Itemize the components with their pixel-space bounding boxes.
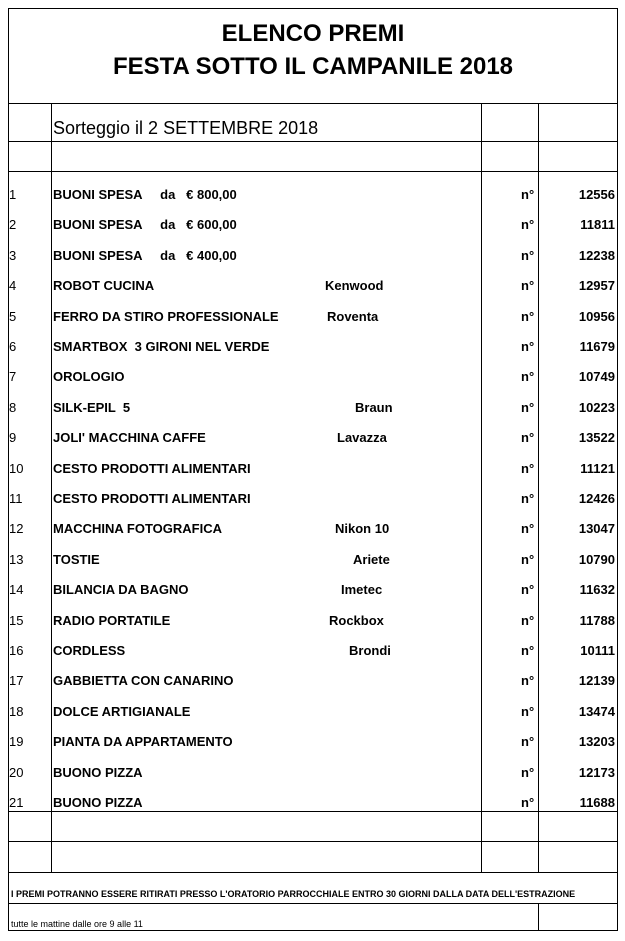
number-label: n°	[521, 339, 535, 354]
prize-row	[9, 363, 619, 393]
prize-brand: Kenwood	[325, 278, 384, 294]
number-label: n°	[521, 795, 535, 810]
number-label: n°	[521, 187, 535, 202]
prize-description: GABBIETTA CON CANARINO	[53, 673, 234, 689]
prize-description: BUONO PIZZA	[53, 764, 143, 780]
winning-ticket: 11632	[579, 582, 615, 598]
grid-line	[538, 903, 539, 931]
prize-description: PIANTA DA APPARTAMENTO	[53, 734, 233, 750]
prize-row	[9, 303, 619, 333]
winning-ticket: 12173	[578, 764, 615, 780]
prize-row	[9, 515, 619, 545]
number-label: n°	[521, 430, 535, 446]
prize-number: 1	[9, 187, 17, 202]
prize-brand: Lavazza	[337, 430, 387, 446]
winning-ticket: 12238	[578, 247, 615, 263]
prize-description: SILK-EPIL 5	[53, 399, 131, 415]
prize-number: 19	[9, 734, 24, 750]
prize-description: ROBOT CUCINA	[53, 278, 155, 294]
prize-brand: Brondi	[349, 643, 391, 658]
prize-number: 7	[9, 369, 17, 385]
prize-row	[9, 698, 619, 728]
prize-row	[9, 576, 619, 606]
draw-date: Sorteggio il 2 SETTEMBRE 2018	[53, 118, 319, 138]
winning-ticket: 10111	[580, 643, 615, 658]
prize-number: 5	[9, 308, 17, 324]
prize-description: RADIO PORTATILE	[53, 612, 171, 628]
number-label: n°	[521, 612, 535, 628]
number-label: n°	[521, 460, 535, 476]
winning-ticket: 11121	[580, 460, 615, 476]
winning-ticket: 12139	[578, 673, 615, 689]
prize-row	[9, 455, 619, 485]
winning-ticket: 12957	[578, 278, 615, 294]
winning-ticket: 13203	[578, 734, 615, 750]
collection-hours: tutte le mattine dalle ore 9 alle 11	[11, 919, 143, 929]
prize-description: MACCHINA FOTOGRAFICA	[53, 521, 222, 537]
prize-description: DOLCE ARTIGIANALE	[53, 703, 191, 719]
prize-brand: Rockbox	[329, 612, 384, 628]
prize-description: BILANCIA DA BAGNO	[53, 582, 189, 598]
prize-row	[9, 789, 619, 819]
prize-brand: Ariete	[353, 551, 390, 567]
number-label: n°	[521, 703, 535, 719]
winning-ticket: 12426	[578, 491, 615, 506]
prize-description: CORDLESS	[53, 643, 126, 658]
number-label: n°	[521, 308, 535, 324]
title-line-2: FESTA SOTTO IL CAMPANILE 2018	[112, 53, 514, 80]
number-label: n°	[521, 582, 535, 598]
prize-number: 2	[9, 217, 17, 233]
grid-line	[9, 171, 617, 172]
prize-row	[9, 607, 619, 637]
prize-description: FERRO DA STIRO PROFESSIONALE	[53, 308, 279, 324]
number-label: n°	[521, 551, 535, 567]
prize-row	[9, 272, 619, 302]
prize-row	[9, 728, 619, 758]
prize-number: 17	[9, 673, 24, 689]
prize-row	[9, 394, 619, 424]
prize-number: 14	[9, 582, 24, 598]
grid-line	[9, 141, 617, 142]
prize-number: 21	[9, 795, 24, 810]
prize-number: 10	[9, 460, 24, 476]
winning-ticket: 12556	[578, 187, 615, 202]
grid-line	[9, 811, 617, 812]
prize-description: BUONI SPESA da € 600,00	[53, 217, 237, 233]
prize-description: BUONO PIZZA	[53, 795, 143, 810]
prize-brand: Braun	[355, 399, 393, 415]
prize-sheet	[8, 8, 618, 931]
number-label: n°	[521, 491, 535, 506]
winning-ticket: 10223	[578, 399, 615, 415]
number-label: n°	[521, 734, 535, 750]
prize-number: 6	[9, 339, 17, 354]
prize-number: 8	[9, 399, 17, 415]
prize-row	[9, 181, 619, 211]
grid-line	[9, 872, 617, 873]
prize-number: 20	[9, 764, 24, 780]
prize-number: 13	[9, 551, 24, 567]
number-label: n°	[521, 399, 535, 415]
prize-row	[9, 333, 619, 363]
prize-description: BUONI SPESA da € 800,00	[53, 187, 237, 202]
prize-row	[9, 242, 619, 272]
number-label: n°	[521, 764, 535, 780]
prize-description: BUONI SPESA da € 400,00	[53, 247, 237, 263]
prize-description: TOSTIE	[53, 551, 100, 567]
prize-row	[9, 637, 619, 667]
prize-description: JOLI' MACCHINA CAFFE	[53, 430, 206, 446]
prize-number: 16	[9, 643, 24, 658]
collection-notice: I PREMI POTRANNO ESSERE RITIRATI PRESSO L'ORATORIO PARROCCHIALE ENTRO 30 GIORNI DALLA DATA DELL'ESTRAZIONE	[11, 889, 576, 899]
winning-ticket: 10956	[578, 308, 615, 324]
prize-row	[9, 759, 619, 789]
grid-line	[9, 103, 617, 104]
prize-description: SMARTBOX 3 GIRONI NEL VERDE	[53, 339, 270, 354]
prize-number: 9	[9, 430, 17, 446]
winning-ticket: 11688	[579, 795, 615, 810]
document-title	[9, 17, 617, 83]
number-label: n°	[521, 643, 535, 658]
prize-number: 15	[9, 612, 24, 628]
number-label: n°	[521, 247, 535, 263]
winning-ticket: 11788	[579, 612, 615, 628]
prize-brand: Nikon 10	[335, 521, 390, 537]
prize-description: CESTO PRODOTTI ALIMENTARI	[53, 460, 251, 476]
prize-number: 12	[9, 521, 24, 537]
number-label: n°	[521, 278, 535, 294]
prize-description: CESTO PRODOTTI ALIMENTARI	[53, 491, 251, 506]
winning-ticket: 10749	[578, 369, 615, 385]
title-line-1: ELENCO PREMI	[221, 20, 405, 47]
winning-ticket: 10790	[578, 551, 615, 567]
number-label: n°	[521, 217, 535, 233]
grid-line	[9, 841, 617, 842]
number-label: n°	[521, 673, 535, 689]
winning-ticket: 13474	[578, 703, 615, 719]
prize-row	[9, 424, 619, 454]
prize-number: 18	[9, 703, 24, 719]
prize-description: OROLOGIO	[53, 369, 125, 385]
number-label: n°	[521, 369, 535, 385]
prize-number: 11	[9, 491, 23, 506]
winning-ticket: 11811	[580, 217, 615, 233]
winning-ticket: 13522	[578, 430, 615, 446]
prize-row	[9, 546, 619, 576]
prize-row	[9, 211, 619, 241]
grid-line	[9, 903, 617, 904]
prize-brand: Roventa	[327, 308, 379, 324]
prize-row	[9, 667, 619, 697]
winning-ticket: 11679	[579, 339, 615, 354]
winning-ticket: 13047	[578, 521, 615, 537]
prize-brand: Imetec	[341, 582, 383, 598]
number-label: n°	[521, 521, 535, 537]
prize-number: 3	[9, 247, 17, 263]
prize-row	[9, 485, 619, 515]
prize-number: 4	[9, 278, 17, 294]
